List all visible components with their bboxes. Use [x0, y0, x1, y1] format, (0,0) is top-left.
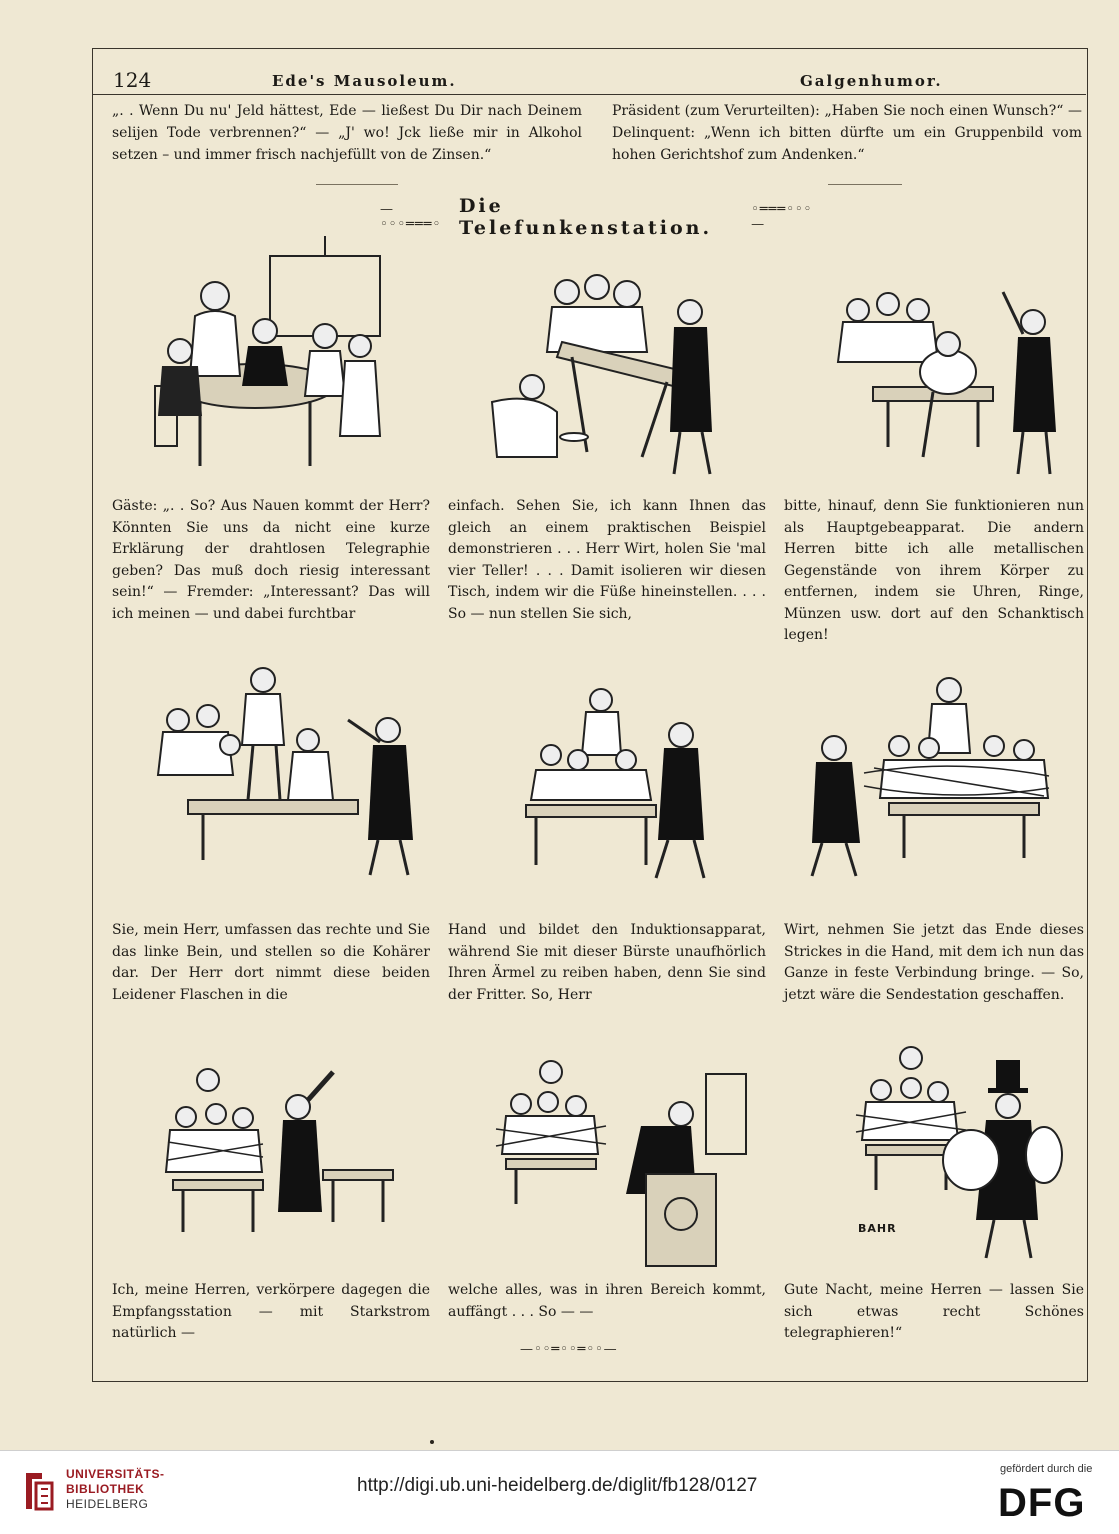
illustration-coherers-holding-legs	[148, 660, 418, 882]
stray-ink-dot	[430, 1440, 434, 1444]
footer-ornament: —◦◦═◦◦═◦◦—	[520, 1342, 618, 1357]
artist-signature: BAHR	[858, 1222, 897, 1235]
right-joke-text: Präsident (zum Verurteilten): „Haben Sie noch einen Wunsch?“ — Delinquent: „Wenn ich bitten dürfte um ein Gruppenbild vom hohen Gerichtshof zum Andenken.“	[612, 103, 1082, 163]
library-name-line-2: BIBLIOTHEK	[66, 1482, 145, 1496]
cash-box-looting-drawing	[476, 1054, 756, 1276]
caption-4: Sie, mein Herr, umfassen das rechte und Sie das linke Bein, und stellen so die Kohärer dar. Der Herr dort nimmt diese beiden Leidener Flaschen in die	[112, 922, 430, 1003]
library-name-line-3: HEIDELBERG	[66, 1497, 149, 1511]
caption-7: Ich, meine Herren, verkörpere dagegen die Empfangsstation — mit Starkstrom natürlich —	[112, 1282, 430, 1341]
guests-at-table-drawing	[140, 236, 400, 484]
title-ornament-left: —◦◦◦═══◦	[380, 202, 442, 232]
illustration-cash-box-looting	[476, 1054, 756, 1276]
coherers-holding-legs-drawing	[148, 660, 418, 882]
right-joke-title: Galgenhumor.	[800, 72, 943, 90]
left-joke-title: Ede's Mausoleum.	[272, 72, 457, 90]
host-climbs-table-drawing	[828, 282, 1068, 484]
caption-3: bitte, hinauf, denn Sie funktionieren nun als Hauptgebeapparat. Die andern Herren bitte ich alle metallischen Gegenstände von ihrem Körper zu entfernen, indem sie Uhren, Ringe, Münzen usw. dort auf den Schanktisch legen!	[784, 498, 1084, 643]
caption-1: Gäste: „. . So? Aus Nauen kommt der Herr? Könnten Sie uns da nicht eine kurze Erklärung der drahtlosen Telegraphie geben? Das muß doch riesig interessant sein!“ — Fremder: „Interessant? Das will ich meinen — und dabei furchtbar	[112, 498, 430, 622]
title-ornament-right: ◦═══◦◦◦—	[751, 202, 813, 232]
header-rule	[92, 94, 1086, 95]
caption-8: welche alles, was in ihren Bereich kommt, auffängt . . . So — —	[448, 1282, 766, 1320]
right-joke-rule	[828, 184, 902, 185]
dfg-logo[interactable]: DFG	[998, 1481, 1086, 1525]
funding-label: gefördert durch die	[1000, 1463, 1093, 1475]
receiving-station-drinking-drawing	[158, 1062, 398, 1266]
page-number: 124	[113, 68, 152, 92]
left-joke-text: „. . Wenn Du nu' Jeld hättest, Ede — ließest Du Dir nach Deinem selijen Tode verbrennen?“ — „J' wo! Jck ließe mir in Alkohol setzen – und immer frisch nachjefüllt von de Zinsen.“	[112, 103, 582, 163]
caption-2: einfach. Sehen Sie, ich kann Ihnen das gleich an einem praktischen Beispiel demonstrieren . . . Herr Wirt, holen Sie 'mal vier Teller! . . . Damit isolieren wir diesen Tisch, indem wir die Füße hineinstellen. . . . So — nun stellen Sie sich,	[448, 498, 766, 622]
induction-apparatus-drawing	[516, 680, 726, 882]
illustration-guests-at-table	[140, 236, 400, 484]
library-name[interactable]	[66, 1467, 165, 1512]
illustration-receiving-station-drinking	[158, 1062, 398, 1266]
illustration-rope-binding	[804, 668, 1054, 882]
section-title-row	[380, 195, 820, 239]
caption-9: Gute Nacht, meine Herren — lassen Sie sich etwas recht Schönes telegraphieren!“	[784, 1282, 1084, 1341]
illustration-table-on-plates	[462, 262, 732, 484]
left-joke-rule	[316, 184, 398, 185]
library-footer-bar	[0, 1450, 1119, 1534]
table-on-plates-drawing	[462, 262, 732, 484]
university-library-logo-icon[interactable]	[22, 1469, 56, 1513]
section-title: Die Telefunkenstation.	[458, 195, 713, 239]
rope-binding-drawing	[804, 668, 1054, 882]
illustration-host-climbs-table	[828, 282, 1068, 484]
illustration-induction-apparatus	[516, 680, 726, 882]
library-name-line-1: UNIVERSITÄTS-	[66, 1467, 165, 1481]
caption-5: Hand und bildet den Induktionsapparat, während Sie mit dieser Bürste unaufhörlich Ihren Ärmel zu reiben haben, denn Sie sind der Fritter. So, Herr	[448, 922, 766, 1003]
digitization-url-link[interactable]: http://digi.ub.uni-heidelberg.de/diglit/fb128/0127	[357, 1475, 758, 1496]
caption-6: Wirt, nehmen Sie jetzt das Ende dieses Strickes in die Hand, mit dem ich nun das Ganze in feste Verbindung bringe. — So, jetzt wäre die Sendestation geschaffen.	[784, 922, 1084, 1003]
